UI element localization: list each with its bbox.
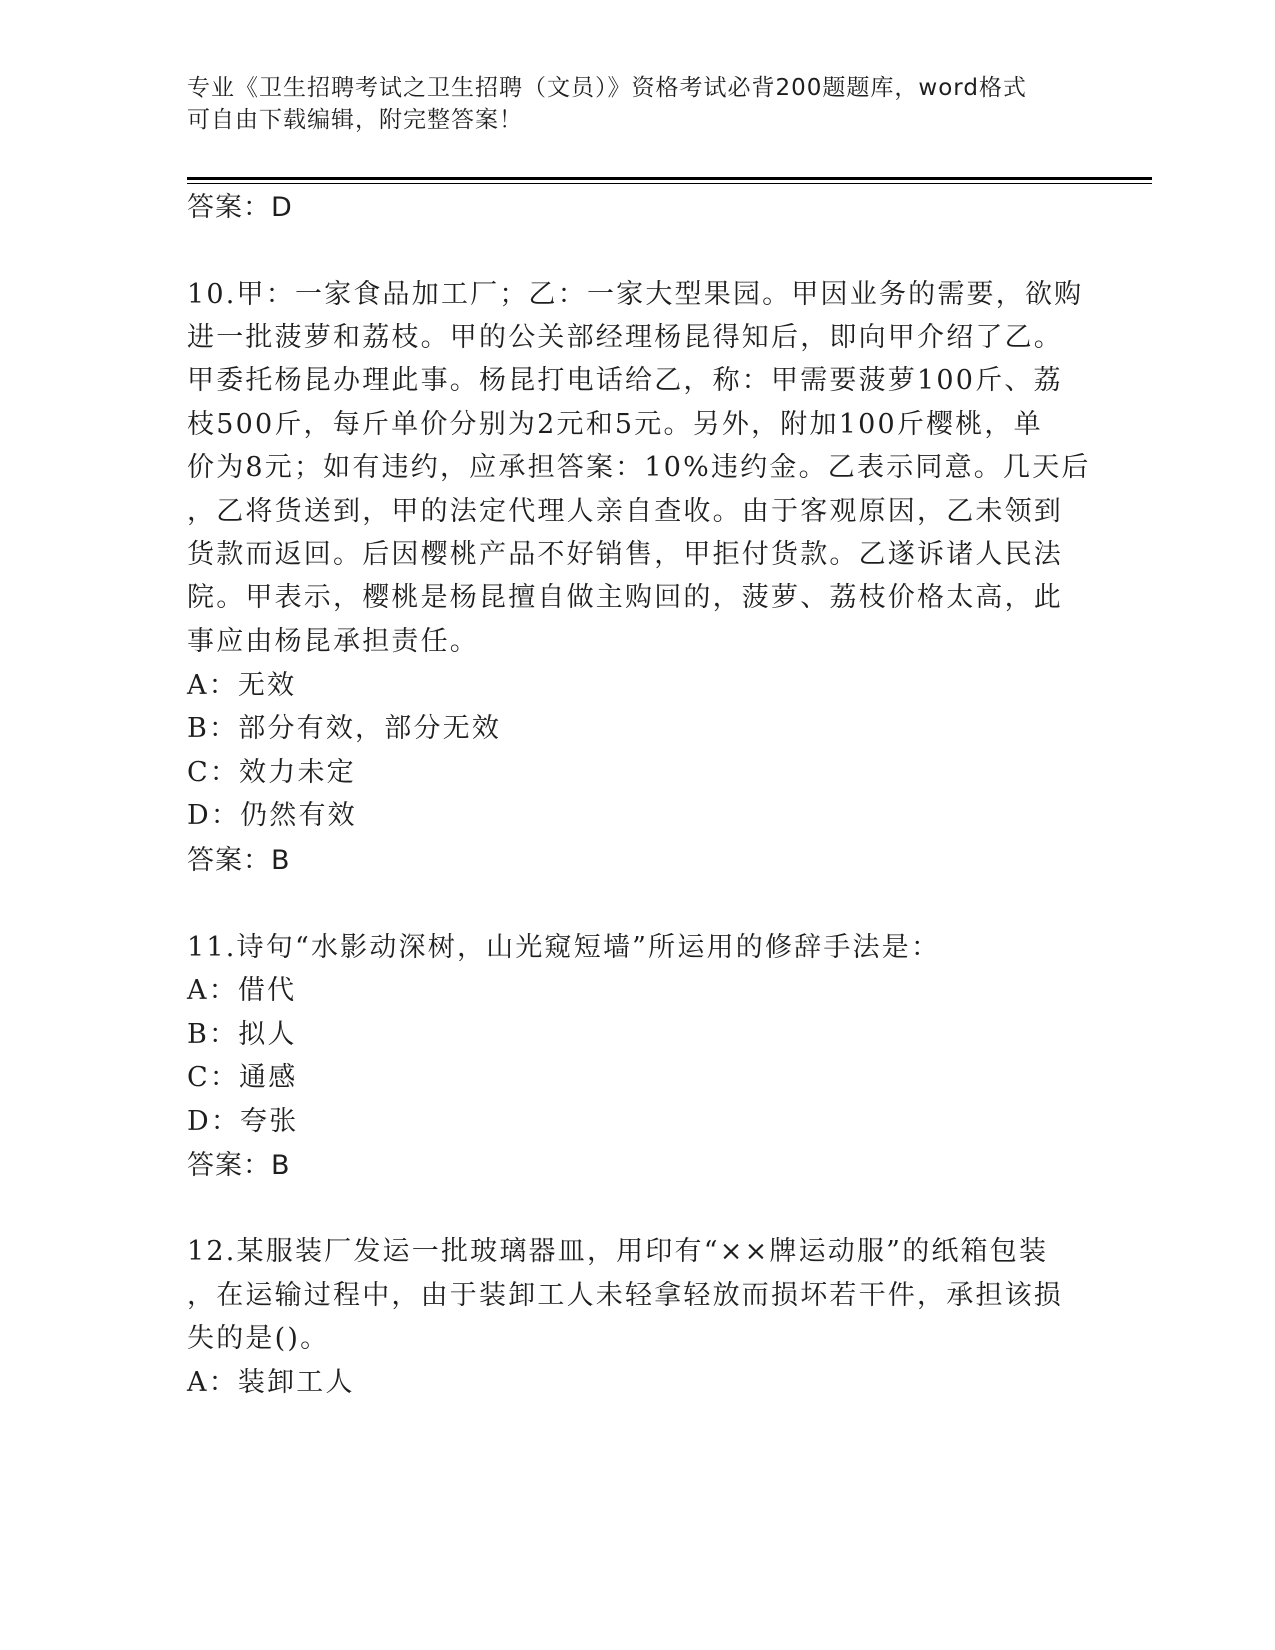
option-b: B：部分有效，部分无效 <box>187 713 502 744</box>
option-a: A：无效 <box>187 670 297 701</box>
header-rule-thin <box>187 183 1152 184</box>
option-a: A：装卸工人 <box>187 1367 355 1398</box>
document-header <box>187 72 1067 136</box>
question-stem-line: 事应由杨昆承担责任。 <box>187 626 479 657</box>
question-stem-line: 12.某服装厂发运一批玻璃器皿，用印有“××牌运动服”的纸箱包装 <box>187 1236 1049 1267</box>
question-stem-line: 枝500斤，每斤单价分别为2元和5元。另外，附加100斤樱桃，单 <box>187 409 1043 440</box>
question-stem-line: 价为8元；如有违约，应承担答案：10%违约金。乙表示同意。几天后 <box>187 452 1091 483</box>
answer: 答案：B <box>187 845 291 876</box>
answer: 答案：B <box>187 1150 291 1181</box>
option-c: C：效力未定 <box>187 757 356 788</box>
question-stem-line: 11.诗句“水影动深树，山光窥短墙”所运用的修辞手法是： <box>187 932 941 963</box>
question-stem-line: 院。甲表示，樱桃是杨昆擅自做主购回的，菠萝、荔枝价格太高，此 <box>187 582 1063 613</box>
option-d: D：夸张 <box>187 1106 299 1137</box>
option-b: B：拟人 <box>187 1019 297 1050</box>
option-a: A：借代 <box>187 975 297 1006</box>
question-stem-line: ，乙将货送到，甲的法定代理人亲自查收。由于客观原因，乙未领到 <box>187 496 1063 527</box>
option-d: D：仍然有效 <box>187 800 357 831</box>
option-c: C：通感 <box>187 1062 298 1093</box>
question-stem-line: ，在运输过程中，由于装卸工人未轻拿轻放而损坏若干件，承担该损 <box>187 1280 1063 1311</box>
question-stem-line: 10.甲：一家食品加工厂；乙：一家大型果园。甲因业务的需要，欲购 <box>187 279 1084 310</box>
header-line-2: 可自由下载编辑，附完整答案！ <box>187 107 523 133</box>
answer-prev: 答案：D <box>187 192 293 223</box>
header-rule-thick <box>187 177 1152 180</box>
header-line-1: 专业《卫生招聘考试之卫生招聘（文员）》资格考试必背200题题库，word格式 <box>187 75 1027 101</box>
question-stem-line: 甲委托杨昆办理此事。杨昆打电话给乙，称：甲需要菠萝100斤、荔 <box>187 365 1063 396</box>
question-stem-line: 进一批菠萝和荔枝。甲的公关部经理杨昆得知后，即向甲介绍了乙。 <box>187 322 1063 353</box>
question-stem-line: 货款而返回。后因樱桃产品不好销售，甲拒付货款。乙遂诉诸人民法 <box>187 539 1063 570</box>
question-stem-line: 失的是()。 <box>187 1323 330 1354</box>
